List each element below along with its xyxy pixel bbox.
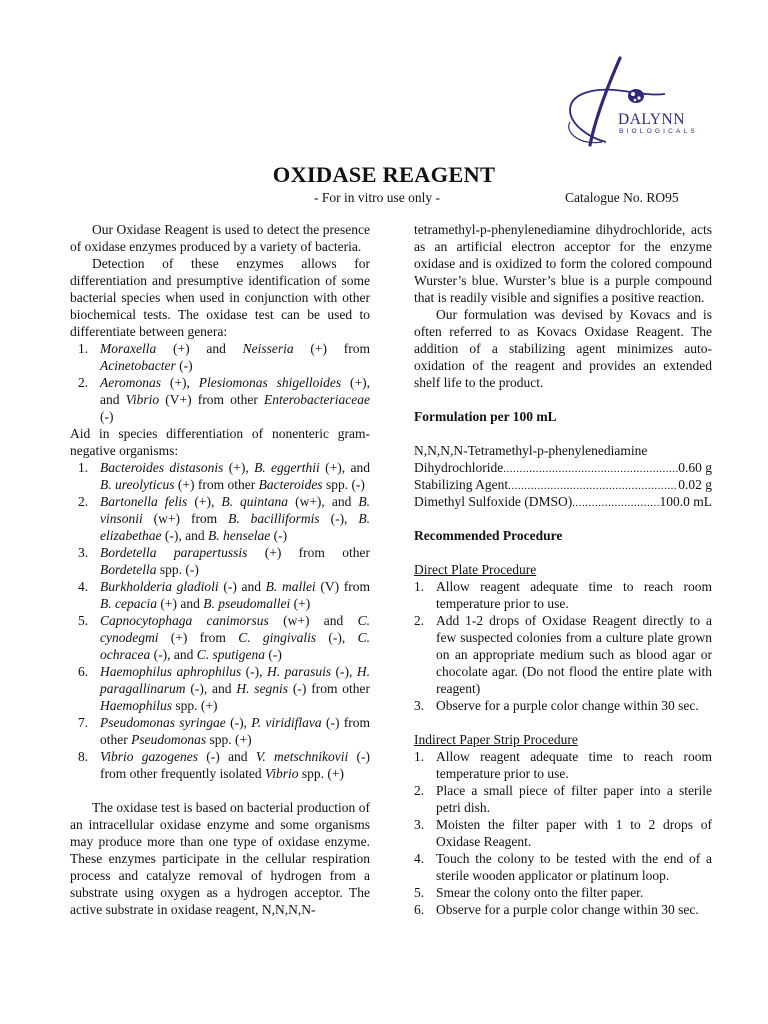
list-number: 3.: [414, 698, 425, 713]
intro-paragraph: Our Oxidase Reagent is used to detect the presence of oxidase enzymes produced by a variety of bacteria.: [70, 222, 370, 254]
indirect-step: [414, 748, 712, 782]
indirect-step: [414, 901, 712, 918]
direct-step: [414, 578, 712, 612]
list-item-text: Bartonella felis (+), B. quintana (w+), and B. vinsonii (w+) from B. bacilliformis (-), B. elizabethae (-), and B. henselae (-): [100, 494, 370, 543]
species-item: [70, 459, 370, 493]
list-number: 3.: [78, 545, 89, 560]
list-item-text: Smear the colony onto the filter paper.: [436, 885, 644, 900]
list-number: 8.: [78, 749, 89, 764]
species-item: [70, 748, 370, 782]
species-item: [70, 714, 370, 748]
list-item-text: Add 1-2 drops of Oxidase Reagent directly to a few suspected colonies from a culture plate grown on an appropriate medium such as blood agar or chocolate agar. (Do not flood the entire plate with reagent): [436, 613, 712, 696]
list-item-text: Vibrio gazogenes (-) and V. metschnikovii (-) from other frequently isolated Vibrio spp. (+): [100, 749, 370, 781]
list-number: 2.: [414, 783, 425, 798]
formulation-heading: Formulation per 100 mL: [414, 409, 557, 424]
list-number: 7.: [78, 715, 89, 730]
list-item-text: Touch the colony to be tested with the end of a sterile wooden applicator or platinum loop.: [436, 851, 712, 883]
list-item-text: Observe for a purple color change within 30 sec.: [436, 698, 699, 713]
species-item: [70, 663, 370, 714]
direct-steps-list: [414, 578, 712, 714]
brand-subtitle: BIOLOGICALS: [619, 128, 698, 135]
dot-leader: [572, 496, 659, 510]
list-item-text: Moraxella (+) and Neisseria (+) from Acinetobacter (-): [100, 341, 370, 373]
list-item-text: Place a small piece of filter paper into a sterile petri dish.: [436, 783, 712, 815]
direct-step: [414, 697, 712, 714]
list-number: 6.: [414, 902, 425, 917]
indirect-steps-list: [414, 748, 712, 918]
ingredient-amount: 0.02 g: [678, 477, 712, 492]
list-item-text: Bordetella parapertussis (+) from other Bordetella spp. (-): [100, 545, 370, 577]
list-item-text: Bacteroides distasonis (+), B. eggerthii (+), and B. ureolyticus (+) from other Bacteroides spp. (-): [100, 460, 370, 492]
species-item: [70, 493, 370, 544]
left-column: [70, 221, 370, 918]
formulation-row: [414, 459, 712, 476]
list-item-text: Moisten the filter paper with 1 to 2 drops of Oxidase Reagent.: [436, 817, 712, 849]
list-number: 5.: [78, 613, 89, 628]
catalogue-number: Catalogue No. RO95: [565, 190, 679, 205]
direct-procedure-heading: Direct Plate Procedure: [414, 562, 537, 577]
list-item-text: Observe for a purple color change within 30 sec.: [436, 902, 699, 917]
formulation-paragraph: Our formulation was devised by Kovacs and is often referred to as Kovacs Oxidase Reagent. The addition of a stabilizing agent minimizes auto-oxidation of the reagent and provides an extended shelf life to the product.: [414, 307, 712, 390]
list-number: 1.: [78, 341, 89, 356]
list-item-text: Allow reagent adequate time to reach room temperature prior to use.: [436, 579, 712, 611]
indirect-step: [414, 782, 712, 816]
page-title: OXIDASE REAGENT: [272, 162, 496, 187]
usage-note: - For in vitro use only -: [314, 190, 440, 205]
indirect-step: [414, 850, 712, 884]
list-item-text: Burkholderia gladioli (-) and B. mallei (V) from B. cepacia (+) and B. pseudomallei (+): [100, 579, 371, 611]
genera-list: [70, 340, 370, 425]
ingredient-name: Dihydrochloride: [414, 460, 504, 475]
ingredient-amount: 100.0 mL: [659, 494, 712, 509]
list-item-text: Haemophilus aphrophilus (-), H. parasuis (-), H. paragallinarum (-), and H. segnis (-) from other Haemophilus spp. (+): [100, 664, 371, 713]
direct-step: [414, 612, 712, 697]
detection-paragraph: Detection of these enzymes allows for differentiation and presumptive identification of some bacterial species when used in conjunction with other biochemical tests. The oxidase test can be used to differentiate between genera:: [70, 256, 370, 339]
species-list: [70, 459, 370, 782]
ingredient-amount: 0.60 g: [678, 460, 712, 475]
species-item: [70, 612, 370, 663]
list-item-text: Allow reagent adequate time to reach room temperature prior to use.: [436, 749, 712, 781]
indirect-step: [414, 884, 712, 901]
formulation-line: N,N,N,N-Tetramethyl-p-phenylenediamine: [414, 443, 648, 458]
list-number: 1.: [78, 460, 89, 475]
brand-name: DALYNN: [618, 111, 685, 128]
list-number: 2.: [78, 375, 89, 390]
dot-leader: [503, 462, 678, 476]
list-number: 1.: [414, 749, 425, 764]
procedure-heading: Recommended Procedure: [414, 528, 563, 543]
list-item-text: Pseudomonas syringae (-), P. viridiflava (-) from other Pseudomonas spp. (+): [100, 715, 370, 747]
ingredient-name: Dimethyl Sulfoxide (DMSO): [414, 494, 573, 509]
species-item: [70, 578, 370, 612]
genera-item: [70, 340, 370, 374]
list-number: 2.: [78, 494, 89, 509]
list-item-text: Capnocytophaga canimorsus (w+) and C. cynodegmi (+) from C. gingivalis (-), C. ochracea (-), and C. sputigena (-): [100, 613, 370, 662]
list-number: 1.: [414, 579, 425, 594]
dalynn-logo: [540, 50, 720, 150]
substrate-paragraph: tetramethyl-p-phenylenediamine dihydrochloride, acts as an artificial electron acceptor for the enzyme oxidase and is oxidized to form the colored compound Wurster’s blue. Wurster’s blue is a purple compound that is readily visible and signifies a positive reaction.: [414, 222, 712, 305]
indirect-step: [414, 816, 712, 850]
aid-paragraph: Aid in species differentiation of nonenteric gram-negative organisms:: [70, 426, 370, 458]
ingredient-name: Stabilizing Agent: [414, 477, 509, 492]
formulation-table: [414, 459, 712, 510]
species-item: [70, 544, 370, 578]
genera-item: [70, 374, 370, 425]
list-item-text: Aeromonas (+), Plesiomonas shigelloides (+), and Vibrio (V+) from other Enterobacteriaceae (-): [100, 375, 370, 424]
list-number: 4.: [78, 579, 89, 594]
formulation-row: [414, 476, 712, 493]
dot-leader: [508, 479, 678, 493]
list-number: 2.: [414, 613, 425, 628]
indirect-procedure-heading: Indirect Paper Strip Procedure: [414, 732, 578, 747]
list-number: 6.: [78, 664, 89, 679]
mechanism-paragraph: The oxidase test is based on bacterial production of an intracellular oxidase enzyme and some organisms may produce more than one type of oxidase enzyme. These enzymes participate in the cellular respiration process and catalyze removal of hydrogen from a substrate using oxygen as a hydrogen acceptor. The active substrate in oxidase reagent, N,N,N,N-: [70, 800, 370, 917]
formulation-row: [414, 493, 712, 510]
list-number: 3.: [414, 817, 425, 832]
list-number: 4.: [414, 851, 425, 866]
list-number: 5.: [414, 885, 425, 900]
right-column: [414, 221, 712, 918]
